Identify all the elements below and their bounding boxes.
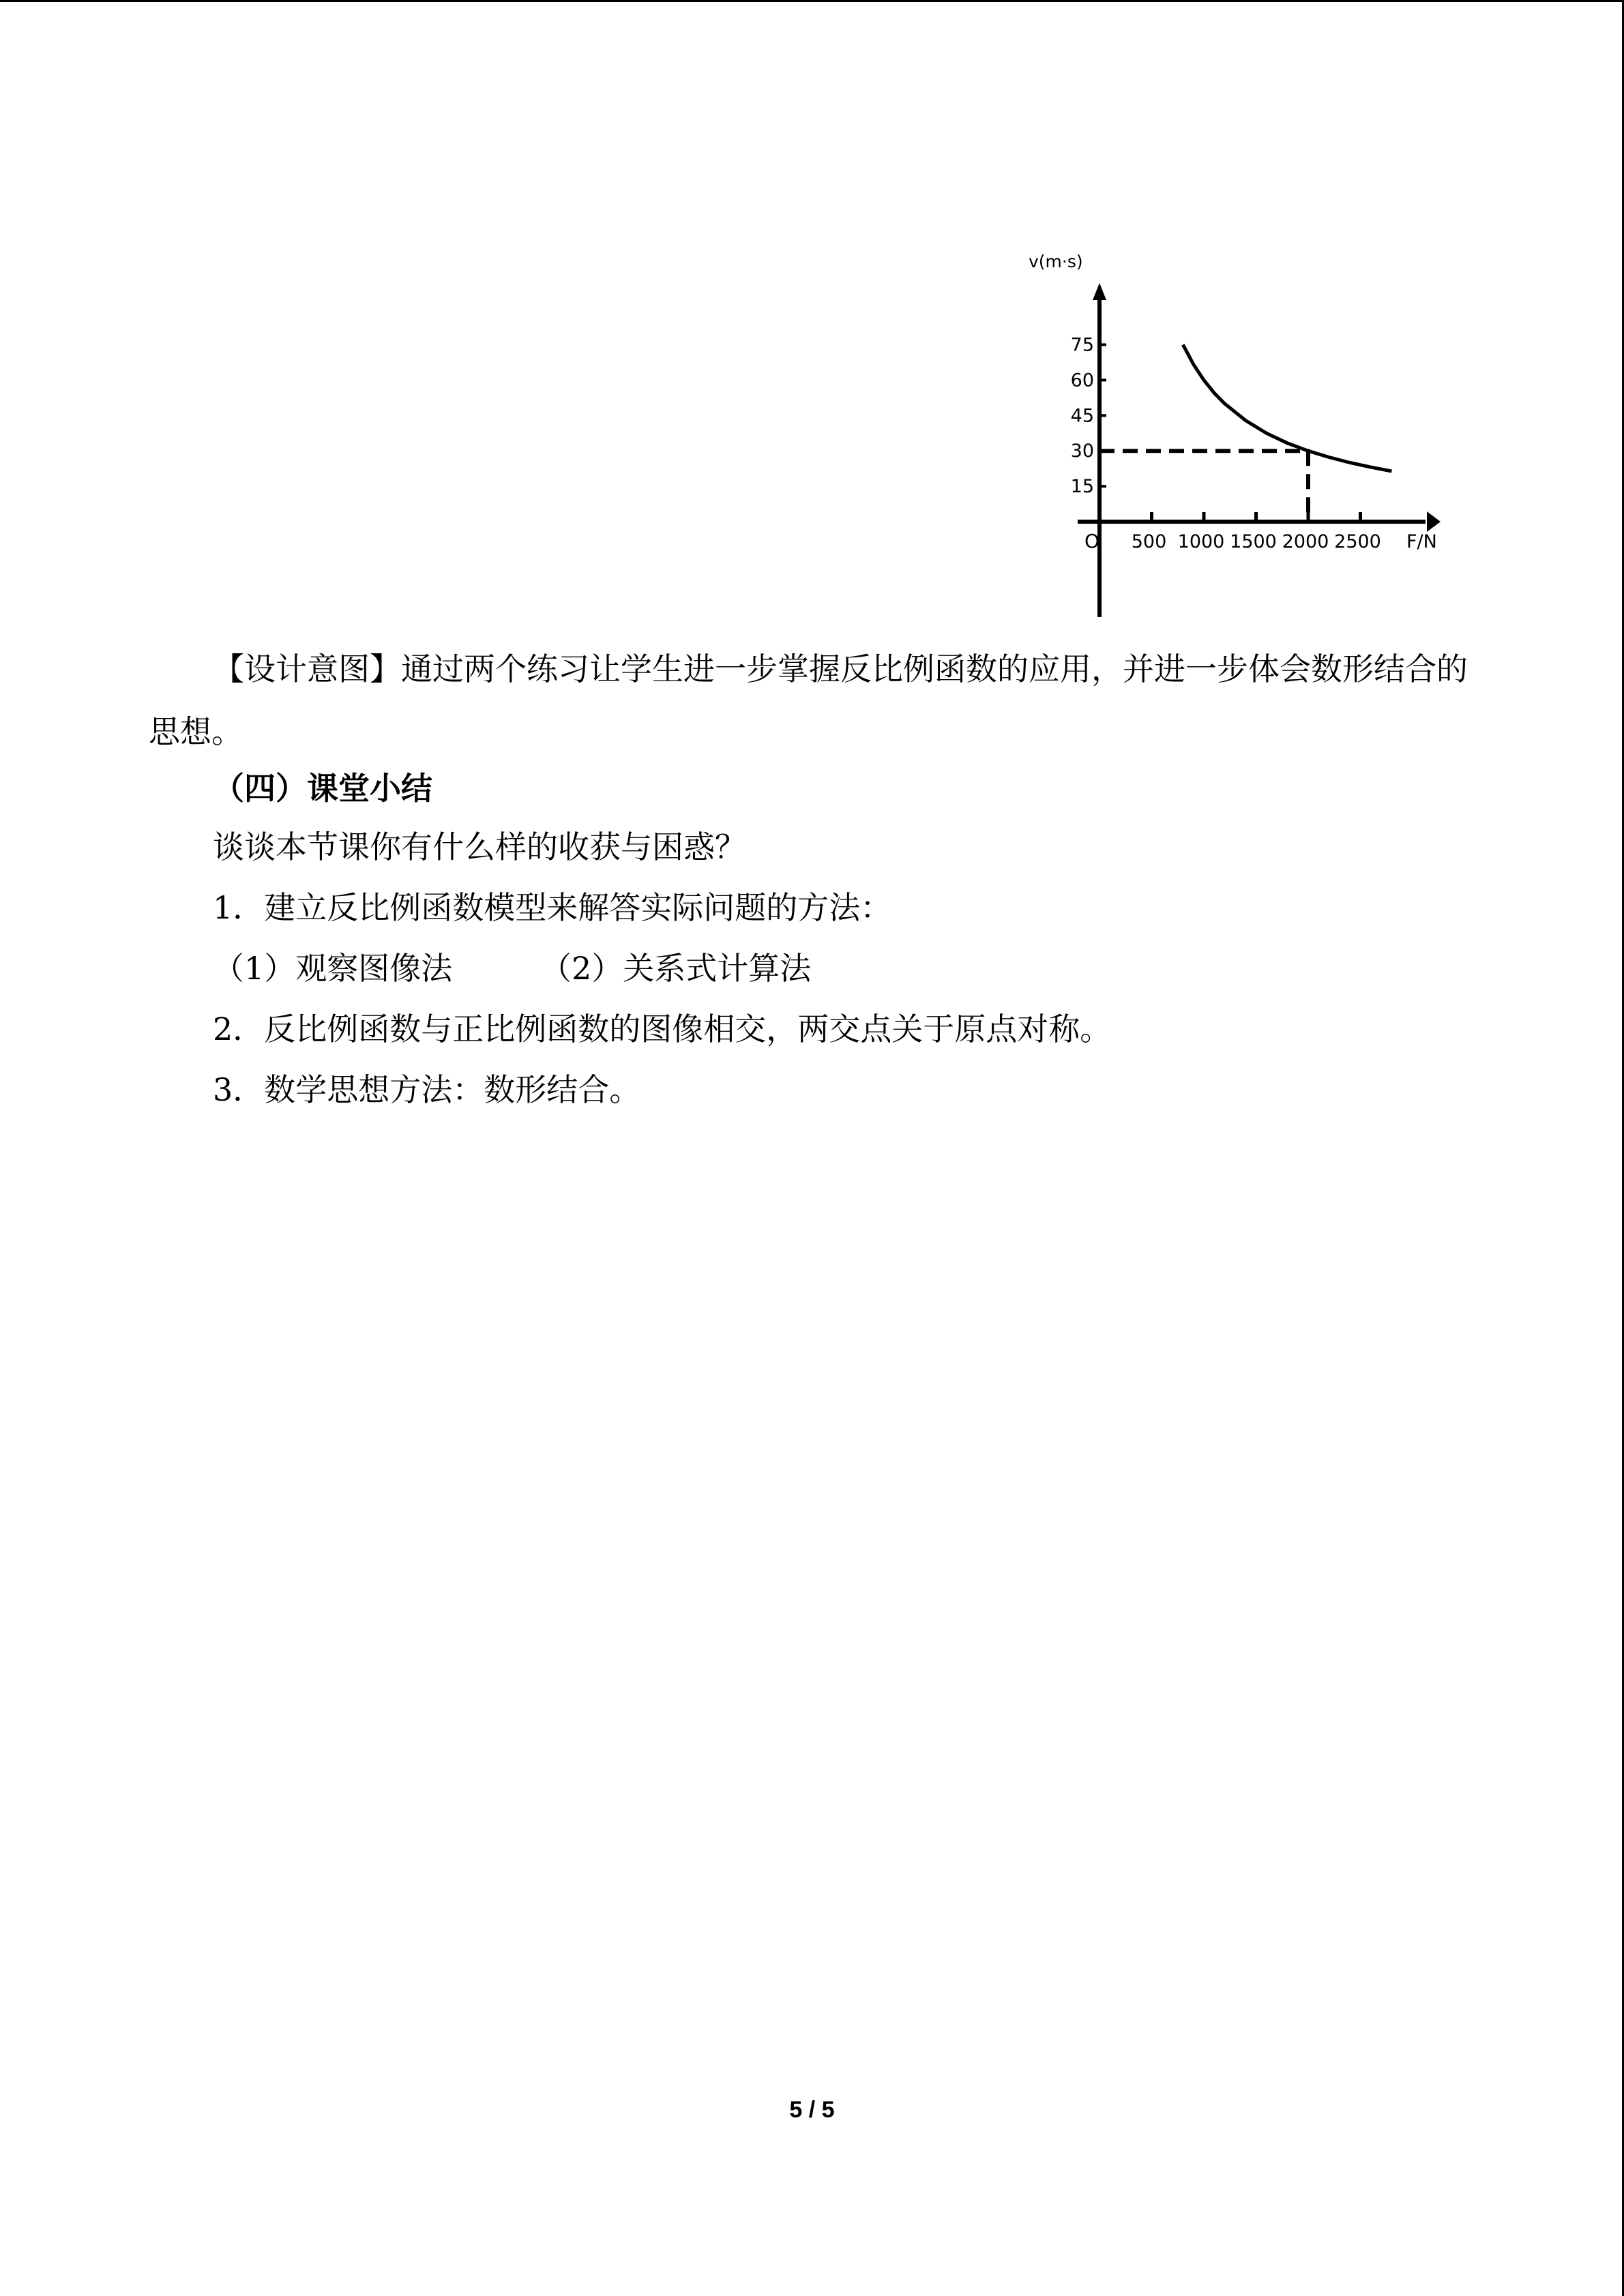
y-axis-label: v(m·s) xyxy=(1029,252,1083,271)
summary-question: 谈谈本节课你有什么样的收获与困惑？ xyxy=(213,829,746,865)
page-number: 5 / 5 xyxy=(789,2097,835,2123)
design-intent-text: 通过两个练习让学生进一步掌握反比例函数的应用，并进一步体会数形结合的思想。 xyxy=(149,651,1468,750)
x-axis-arrow xyxy=(1427,511,1441,532)
method-formula-calc: （2）关系式计算法 xyxy=(540,950,812,987)
y-tick-label: 15 xyxy=(1070,476,1094,498)
x-tick-label: 1500 xyxy=(1230,531,1277,552)
x-tick-label: 2000 xyxy=(1282,531,1329,552)
page-border-top xyxy=(0,0,1624,2)
x-tick-label: 2500 xyxy=(1334,531,1381,552)
summary-heading: （四）课堂小结 xyxy=(213,770,432,807)
y-tick-label: 75 xyxy=(1070,334,1094,356)
design-intent-paragraph xyxy=(149,638,1486,763)
origin-label: O xyxy=(1084,530,1100,552)
design-intent-label: 【设计意图】 xyxy=(213,651,401,687)
x-tick-label: 500 xyxy=(1131,531,1167,552)
x-tick-label: 1000 xyxy=(1177,531,1225,552)
summary-item-3: 3．数学思想方法：数形结合。 xyxy=(213,1071,641,1108)
summary-item-1: 1．建立反比例函数模型来解答实际问题的方法： xyxy=(213,889,892,926)
summary-item-1-methods xyxy=(213,937,812,1000)
y-axis-arrow xyxy=(1093,283,1106,300)
method-observe-graph: （1）观察图像法 xyxy=(213,950,453,987)
velocity-force-graph xyxy=(982,218,1460,627)
x-axis-label: F/N xyxy=(1406,531,1437,552)
summary-item-2: 2．反比例函数与正比例函数的图像相交，两交点关于原点对称。 xyxy=(213,1011,1112,1047)
y-tick-label: 45 xyxy=(1070,405,1094,427)
y-tick-label: 60 xyxy=(1070,370,1094,391)
y-tick-label: 30 xyxy=(1070,441,1094,462)
